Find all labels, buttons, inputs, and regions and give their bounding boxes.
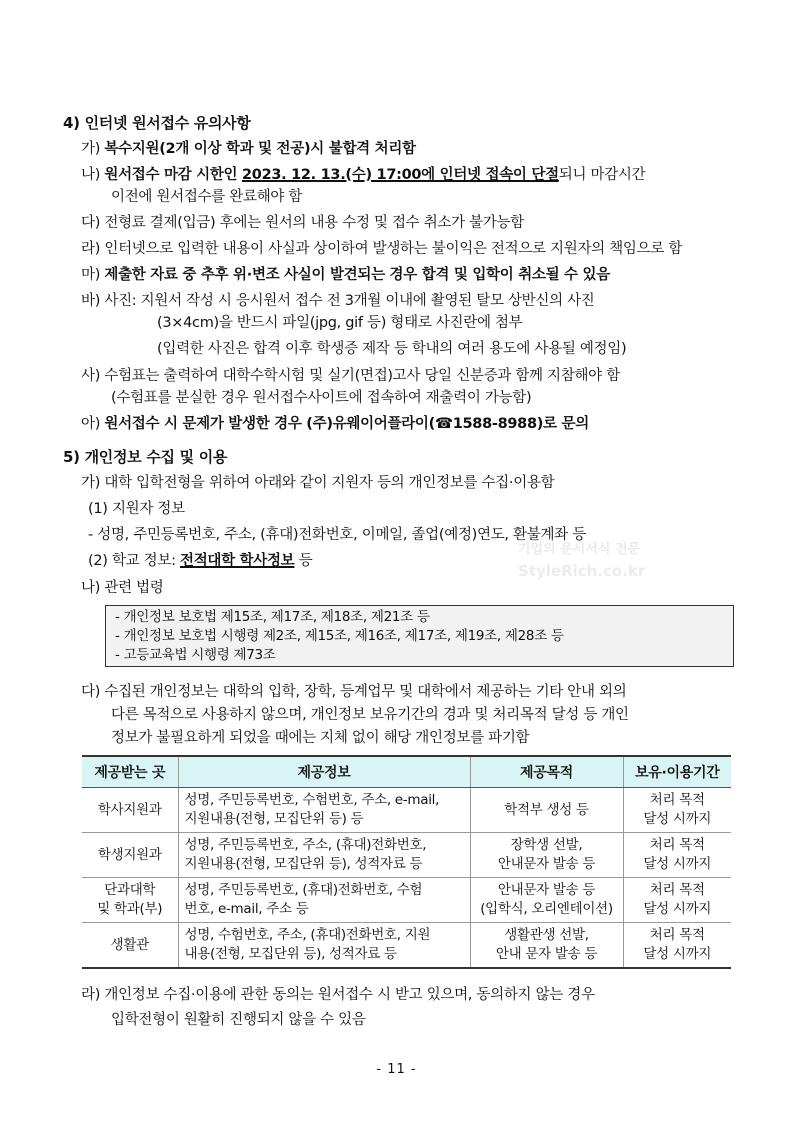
cell-info-line: 성명, 수험번호, 주소, (휴대)전화번호, 지원: [184, 927, 431, 943]
cell-purpose-line: 학적부 생성 등: [504, 801, 589, 818]
item-ga-text: 복수지원(2개 이상 학과 및 전공)시 불합격 처리함: [104, 141, 416, 157]
section-5-title: 5) 개인정보 수집 및 이용: [63, 448, 228, 466]
cell-info-line: 성명, 주민등록번호, 수험번호, 주소, e-mail,: [184, 792, 440, 808]
item-na-continuation: 이전에 원서접수를 완료해야 함: [111, 189, 303, 205]
law-item: - 개인정보 보호법 제15조, 제17조, 제18조, 제21조 등: [115, 609, 430, 625]
cell-retention: [623, 878, 731, 923]
cell-retention: [623, 833, 731, 878]
item-ra: 라) 인터넷으로 입력한 내용이 사실과 상이하여 발생하는 불이익은 전적으로 지원자의 책임으로 함: [81, 241, 683, 257]
item-ba-continuation: (3×4cm)을 반드시 파일(jpg, gif 등) 형태로 사진란에 첨부: [157, 315, 523, 331]
page-number: - 11 -: [376, 1062, 417, 1077]
cell-retention-line: 달성 시까지: [643, 811, 712, 827]
s5-item-ra: 라) 개인정보 수집·이용에 관한 동의는 원서접수 시 받고 있으며, 동의하지 않는 경우: [81, 987, 595, 1003]
law-item: - 고등교육법 시행령 제73조: [115, 647, 276, 663]
item-na-rest: 되니 마감시간: [558, 167, 646, 183]
item-sa-continuation: (수험표를 분실한 경우 원서접수사이트에 접속하여 재출력이 가능함): [111, 390, 532, 406]
s5-item-1: (1) 지원자 정보: [88, 501, 185, 517]
watermark-line-1: 기업의 문서서식 전문: [518, 542, 641, 557]
s5-item-2: [88, 551, 793, 571]
table-header-row: [82, 756, 731, 788]
cell-info-line: 지원내용(전형, 모집단위 등) 등: [184, 811, 364, 827]
cell-info-line: 성명, 주민등록번호, (휴대)전화번호, 수험: [184, 882, 423, 898]
info-sharing-table: [82, 755, 731, 969]
item-ga: [81, 139, 793, 159]
cell-info: [178, 923, 470, 969]
cell-retention-line: 처리 목적: [649, 837, 705, 853]
cell-retention-line: 처리 목적: [649, 882, 705, 898]
header-retention: 보유·이용기간: [623, 756, 731, 788]
header-recipient: 제공받는 곳: [82, 756, 178, 788]
cell-purpose-line: 안내문자 발송 등: [497, 882, 596, 898]
item-ma-text: 제출한 자료 중 추후 위·변조 사실이 발견되는 경우 합격 및 입학이 취소될 수 있음: [104, 267, 610, 283]
table-row: [82, 788, 731, 833]
section-4-title: 4) 인터넷 원서접수 유의사항: [63, 114, 251, 132]
cell-purpose: [470, 923, 623, 969]
table-row: [82, 878, 731, 923]
item-na-bold: 원서접수 마감 시한인: [104, 167, 242, 183]
item-ma-prefix: 마): [81, 267, 105, 283]
s5-item-da: 다) 수집된 개인정보는 대학의 입학, 장학, 등계업무 및 대학에서 제공하는 기타 안내 외의: [81, 684, 627, 700]
item-ma: [81, 265, 793, 285]
cell-purpose-line: 안내문자 발송 등: [497, 856, 596, 872]
cell-purpose: [470, 833, 623, 878]
cell-purpose: [470, 788, 623, 833]
item-na: [81, 165, 793, 185]
cell-retention: [623, 788, 731, 833]
s5-item-na: 나) 관련 법령: [81, 580, 164, 596]
s5-item-da-line-3: 정보가 불필요하게 되었을 때에는 지체 없이 해당 개인정보를 파기함: [111, 730, 530, 746]
item-na-deadline: 2023. 12. 13.(수) 17:00에 인터넷 접속이 단절: [241, 167, 559, 183]
cell-info-line: 번호, e-mail, 주소 등: [184, 901, 309, 917]
item-ba: 바) 사진: 지원서 작성 시 응시원서 접수 전 3개월 이내에 촬영된 탈모 상반신의 사진: [81, 293, 595, 309]
cell-recipient: 생활관: [82, 923, 178, 969]
s5-item-2-rest: 등: [294, 553, 313, 569]
cell-retention-line: 달성 시까지: [643, 946, 712, 962]
cell-purpose-line: 안내 문자 발송 등: [495, 946, 598, 962]
item-sa: 사) 수험표는 출력하여 대학수학시험 및 실기(면접)고사 당일 신분증과 함께 지참해야 함: [81, 368, 620, 384]
cell-info: [178, 878, 470, 923]
cell-retention-line: 달성 시까지: [643, 856, 712, 872]
cell-purpose-line: 생활관생 선발,: [504, 927, 589, 943]
cell-recipient-line: 단과대학 및 학과(부): [97, 882, 163, 917]
s5-item-ga: 가) 대학 입학전형을 위하여 아래와 같이 지원자 등의 개인정보를 수집·이용함: [81, 475, 555, 491]
item-ga-prefix: 가): [81, 141, 105, 157]
item-a: [81, 414, 793, 434]
s5-item-ra-line-2: 입학전형이 원활히 진행되지 않을 수 있음: [111, 1012, 366, 1028]
cell-purpose-line: 장학생 선발,: [510, 837, 583, 853]
laws-box: [105, 605, 734, 667]
cell-purpose: [470, 878, 623, 923]
cell-recipient: 학생지원과: [82, 833, 178, 878]
item-a-text: 원서접수 시 문제가 발생한 경우 (주)유웨이어플라이(☎1588-8988)로 문의: [104, 416, 589, 432]
table-row: [82, 923, 731, 969]
item-da: 다) 전형료 결제(입금) 후에는 원서의 내용 수정 및 접수 취소가 불가능함: [81, 215, 524, 231]
s5-item-1-detail: - 성명, 주민등록번호, 주소, (휴대)전화번호, 이메일, 졸업(예정)연도, 환불계좌 등: [88, 527, 586, 543]
cell-info: [178, 788, 470, 833]
cell-info-line: 내용(전형, 모집단위 등), 성적자료 등: [184, 946, 397, 962]
cell-recipient: [82, 878, 178, 923]
cell-purpose-line: (입학식, 오리엔테이션): [480, 901, 613, 917]
item-ba-note: (입력한 사진은 합격 이후 학생증 제작 등 학내의 여러 용도에 사용될 예정임): [157, 341, 627, 357]
s5-item-2-prefix: (2) 학교 정보:: [88, 553, 180, 569]
cell-recipient: 학사지원과: [82, 788, 178, 833]
header-purpose: 제공목적: [470, 756, 623, 788]
cell-retention: [623, 923, 731, 969]
cell-info-line: 성명, 주민등록번호, 주소, (휴대)전화번호,: [184, 837, 427, 853]
law-item: - 개인정보 보호법 시행령 제2조, 제15조, 제16조, 제17조, 제19조, 제28조 등: [115, 628, 564, 644]
cell-retention-line: 처리 목적: [649, 927, 705, 943]
cell-retention-line: 달성 시까지: [643, 901, 712, 917]
table-row: [82, 833, 731, 878]
item-a-prefix: 아): [81, 416, 105, 432]
cell-info-line: 지원내용(전형, 모집단위 등), 성적자료 등: [184, 856, 423, 872]
cell-info: [178, 833, 470, 878]
header-info-provided: 제공정보: [178, 756, 470, 788]
item-na-prefix: 나): [81, 167, 105, 183]
s5-item-2-underlined: 전적대학 학사정보: [179, 553, 295, 569]
watermark-line-2: StyleRich.co.kr: [518, 562, 646, 580]
cell-retention-line: 처리 목적: [649, 792, 705, 808]
s5-item-da-line-2: 다른 목적으로 사용하지 않으며, 개인정보 보유기간의 경과 및 처리목적 달성 등 개인: [111, 707, 629, 723]
